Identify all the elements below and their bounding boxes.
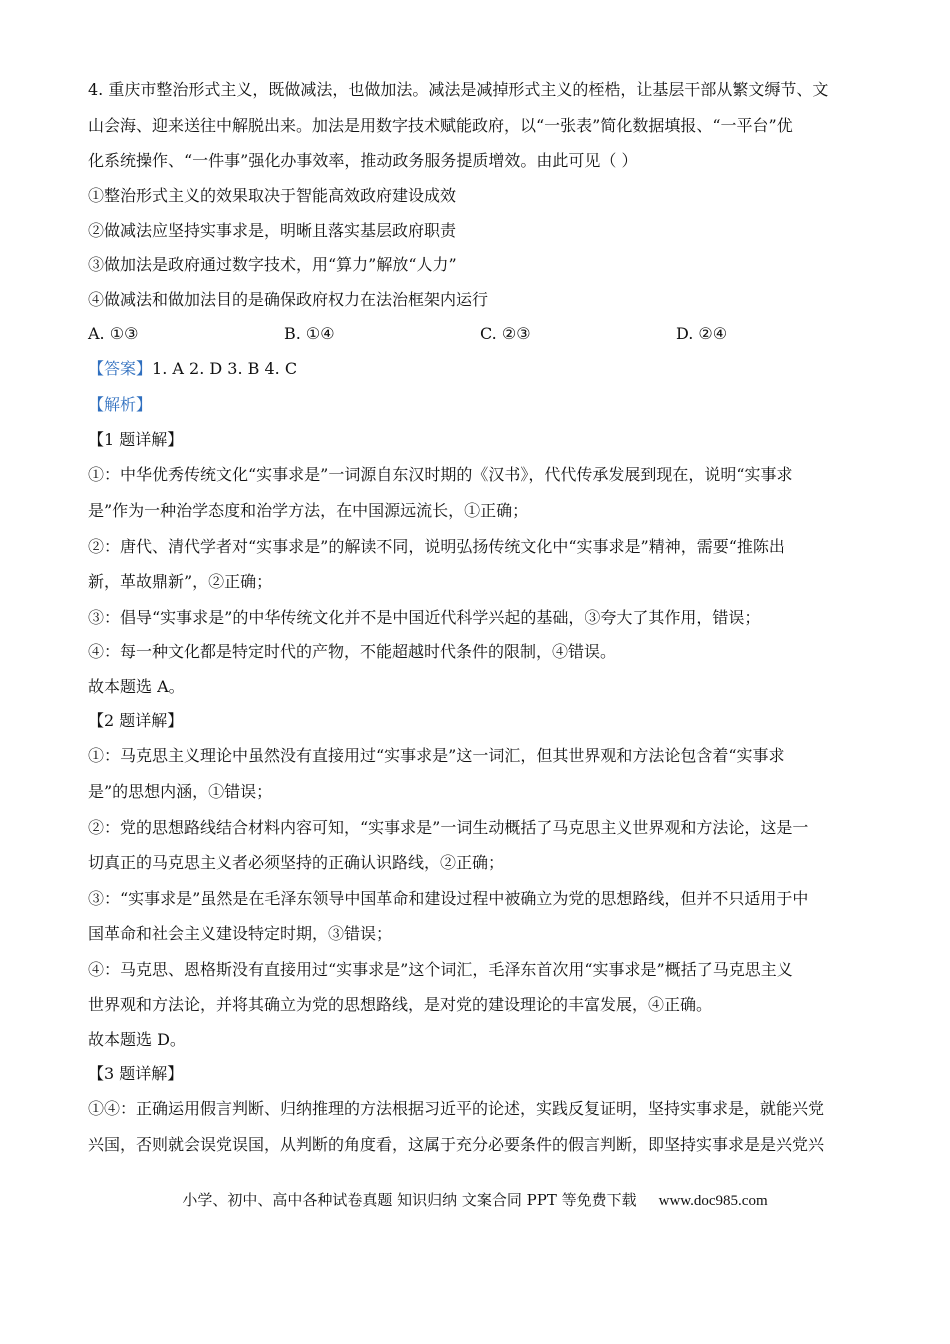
detail-2-line: 国革命和社会主义建设特定时期，③错误； <box>88 924 393 943</box>
detail-2-line: ④：马克思、恩格斯没有直接用过“实事求是”这个词汇，毛泽东首次用“实事求是”概括了马克思主义 <box>88 960 793 979</box>
detail-3-line: ①④：正确运用假言判断、归纳推理的方法根据习近平的论述，实践反复证明，坚持实事求是，就能兴党 <box>88 1099 825 1118</box>
answer-line <box>88 359 297 379</box>
footer-url-link[interactable]: www.doc985.com <box>658 1193 768 1209</box>
detail-2-line: 切真正的马克思主义者必须坚持的正确认识路线，②正确； <box>88 853 505 872</box>
statement-1: ①整治形式主义的效果取决于智能高效政府建设成效 <box>88 186 457 205</box>
detail-2-conclusion: 故本题选 D。 <box>88 1030 186 1049</box>
detail-1-line: ④：每一种文化都是特定时代的产物，不能超越时代条件的限制，④错误。 <box>88 642 617 661</box>
answer-tag: 【答案】 <box>88 359 153 378</box>
detail-2-line: 是”的思想内涵，①错误； <box>88 782 273 801</box>
answer-options <box>88 324 872 344</box>
detail-2-line: ①：马克思主义理论中虽然没有直接用过“实事求是”这一词汇，但其世界观和方法论包含着“实事求 <box>88 746 785 765</box>
detail-2-line: ③：“实事求是”虽然是在毛泽东领导中国革命和建设过程中被确立为党的思想路线，但并不只适用于中 <box>88 889 809 908</box>
question-4-stem-line-2: 山会海、迎来送往中解脱出来。加法是用数字技术赋能政府，以“一张表”简化数据填报、“一平台”优 <box>88 116 793 135</box>
statement-4: ④做减法和做加法目的是确保政府权力在法治框架内运行 <box>88 290 489 309</box>
detail-2-line: 世界观和方法论，并将其确立为党的思想路线，是对党的建设理论的丰富发展，④正确。 <box>88 995 713 1014</box>
detail-1-heading: 【1 题详解】 <box>88 430 184 449</box>
statement-3: ③做加法是政府通过数字技术，用“算力”解放“人力” <box>88 255 457 274</box>
option-d: D. ②④ <box>676 324 728 343</box>
detail-1-line: 新，革故鼎新”，②正确； <box>88 572 273 591</box>
footer-text: 小学、初中、高中各种试卷真题 知识归纳 文案合同 PPT 等免费下载 <box>182 1191 637 1209</box>
detail-1-conclusion: 故本题选 A。 <box>88 677 185 696</box>
question-4-stem-line-3: 化系统操作、“一件事”强化办事效率，推动政务服务提质增效。由此可见（ ） <box>88 151 638 170</box>
detail-1-line: ③：倡导“实事求是”的中华传统文化并不是中国近代科学兴起的基础，③夸大了其作用，错误； <box>88 608 761 627</box>
detail-1-line: ①：中华优秀传统文化“实事求是”一词源自东汉时期的《汉书》，代代传承发展到现在，说明“实事求 <box>88 465 793 484</box>
option-a: A. ①③ <box>88 324 139 343</box>
detail-2-line: ②：党的思想路线结合材料内容可知，“实事求是”一词生动概括了马克思主义世界观和方法论，这是一 <box>88 818 809 837</box>
detail-3-heading: 【3 题详解】 <box>88 1064 184 1083</box>
option-c: C. ②③ <box>480 324 531 343</box>
analysis-tag: 【解析】 <box>88 395 153 414</box>
answer-text: 1. A 2. D 3. B 4. C <box>152 359 298 378</box>
page-footer <box>0 1190 950 1211</box>
option-b: B. ①④ <box>284 324 335 343</box>
detail-3-line: 兴国，否则就会误党误国，从判断的角度看，这属于充分必要条件的假言判断，即坚持实事求是是兴党兴 <box>88 1135 825 1154</box>
detail-1-line: ②：唐代、清代学者对“实事求是”的解读不同，说明弘扬传统文化中“实事求是”精神，需要“推陈出 <box>88 537 785 556</box>
statement-2: ②做减法应坚持实事求是，明晰且落实基层政府职责 <box>88 221 457 240</box>
detail-2-heading: 【2 题详解】 <box>88 711 184 730</box>
question-4-stem-line-1: 4. 重庆市整治形式主义，既做减法，也做加法。减法是减掉形式主义的桎梏，让基层干部从繁文缛节、文 <box>88 80 829 99</box>
detail-1-line: 是”作为一种治学态度和治学方法，在中国源远流长，①正确； <box>88 501 529 520</box>
